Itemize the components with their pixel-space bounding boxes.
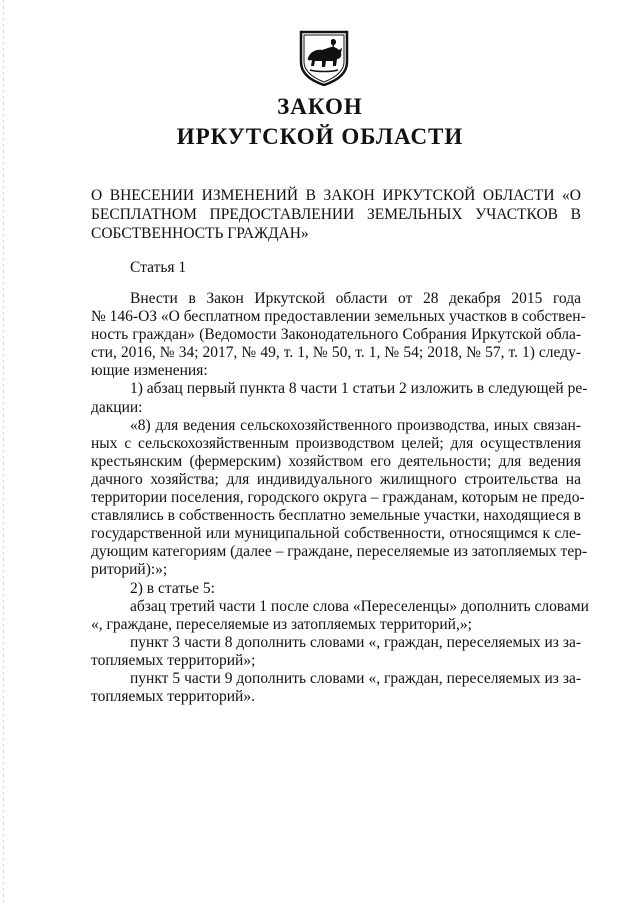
body-line: дакции: [91,398,143,416]
law-subject-heading [91,186,581,243]
subject-line: О ВНЕСЕНИИ ИЗМЕНЕНИЙ В ЗАКОН ИРКУТСКОЙ ОБЛАСТИ «О [91,187,581,204]
body-line: сти, 2016, № 34; 2017, № 49, т. 1, № 50, т. 1, № 54; 2018, № 57, т. 1) следу- [91,344,581,362]
subject-line: СОБСТВЕННОСТЬ ГРАЖДАН» [91,225,309,242]
article-body [91,290,589,706]
body-line: дующим категориям (далее – граждане, переселяемые из затопляемых тер- [91,543,588,561]
body-line: территории поселения, городского округа – гражданам, которым не предо- [91,489,585,507]
body-line: 1) абзац первый пункта 8 части 1 статьи 2 изложить в следующей ре- [130,380,588,398]
body-line: Внести в Закон Иркутской области от 28 декабря 2015 года [130,290,581,307]
body-line: государственной или муниципальной собственности, относящимся к сле- [91,525,581,543]
body-line: пункт 5 части 9 дополнить словами «, граждан, переселяемых из за- [130,669,581,687]
body-line: топляемых территорий»; [91,651,256,669]
body-line: № 146-ОЗ «О бесплатном предоставлении земельных участков в собствен- [91,308,586,326]
body-line: «, граждане, переселяемые из затопляемых территорий,»; [91,615,472,633]
body-line: крестьянским (фермерским) хозяйством его деятельности; для ведения [91,452,581,470]
body-line: 2) в статье 5: [130,579,215,597]
body-line: абзац третий части 1 после слова «Переселенцы» дополнить словами [130,597,589,615]
subject-line: БЕСПЛАТНОМ ПРЕДОСТАВЛЕНИИ ЗЕМЕЛЬНЫХ УЧАСТКОВ В [91,206,581,223]
body-line: пункт 3 части 8 дополнить словами «, граждан, переселяемых из за- [130,633,581,651]
irkutsk-coat-of-arms-icon [298,28,350,86]
body-line: «8) для ведения сельскохозяйственного производства, иных связан- [130,416,581,434]
document-type-title: ЗАКОН [277,94,363,119]
body-line: дачного хозяйства; для индивидуального жилищного строительства на [91,470,581,488]
body-line: ных с сельскохозяйственным производством целей; для осуществления [91,434,581,452]
body-line: топляемых территорий». [91,688,255,706]
issuing-region-title: ИРКУТСКОЙ ОБЛАСТИ [176,124,464,149]
body-line: ность граждан» (Ведомости Законодательного Собрания Иркутской обла- [91,326,581,344]
body-line: ющие изменения: [91,362,208,380]
body-line: ставлялись в собственность бесплатно земельные участки, находящиеся в [91,507,581,525]
article-heading: Статья 1 [130,259,187,276]
body-line: риторий):»; [91,561,168,579]
